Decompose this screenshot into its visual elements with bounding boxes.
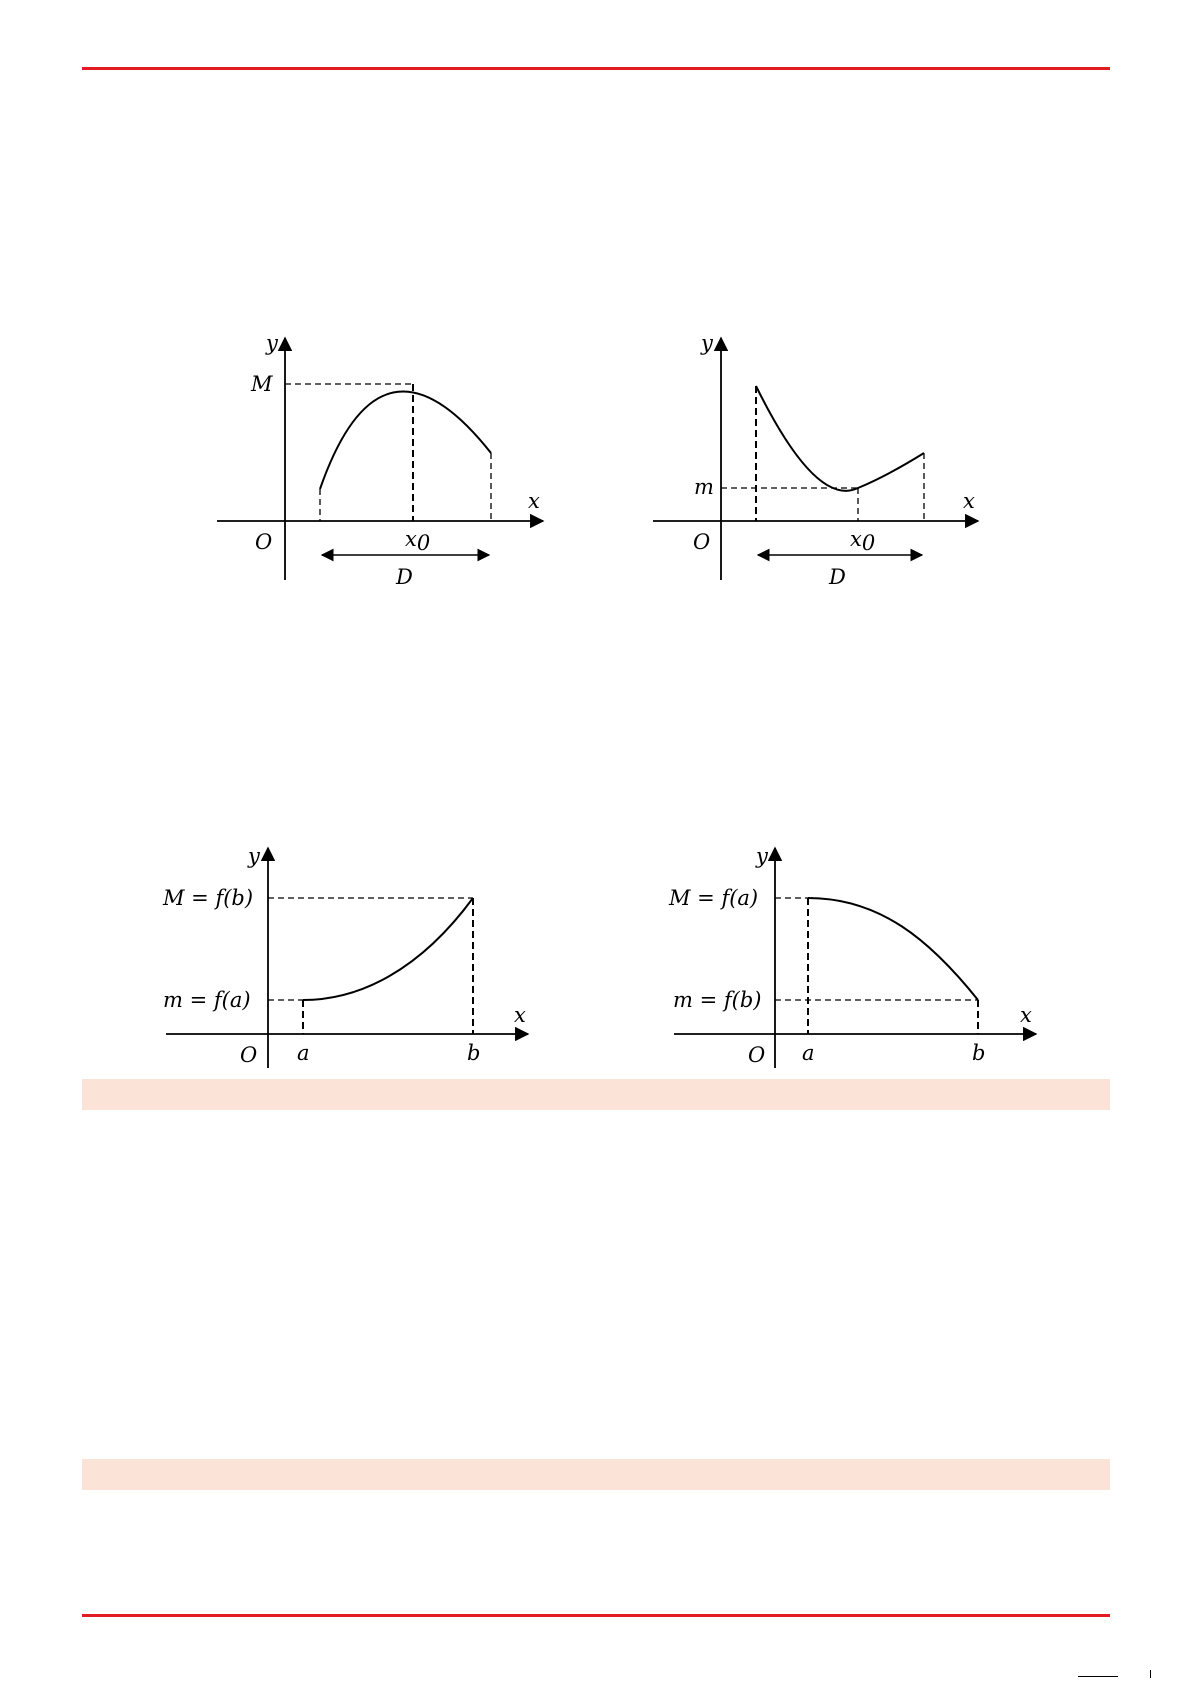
header-rule xyxy=(82,67,1110,70)
b-label: b xyxy=(467,1041,481,1065)
figure-minimum xyxy=(640,325,1000,595)
D-label: D xyxy=(829,565,846,589)
x-label: x xyxy=(1020,1003,1032,1027)
section-band-2 xyxy=(82,1459,1110,1490)
function-curve xyxy=(303,898,473,1000)
m-label: m = f(b) xyxy=(673,988,762,1012)
x0-label: x0 xyxy=(405,527,431,555)
M-label: M = f(a) xyxy=(669,886,759,910)
a-label: a xyxy=(297,1041,310,1065)
x0-label: x0 xyxy=(850,527,876,555)
O-label: O xyxy=(255,530,273,554)
a-label: a xyxy=(802,1041,815,1065)
O-label: O xyxy=(748,1043,766,1067)
m-label: m = f(a) xyxy=(163,988,251,1012)
y-label: y xyxy=(756,844,768,868)
m-label: m xyxy=(694,475,714,499)
y-label: y xyxy=(701,331,713,355)
M-label: M xyxy=(251,372,273,396)
function-curve xyxy=(756,386,924,491)
O-label: O xyxy=(693,530,711,554)
footer-tick xyxy=(1078,1676,1118,1677)
figure-decreasing xyxy=(665,838,1040,1073)
O-label: O xyxy=(240,1043,258,1067)
function-curve xyxy=(808,898,978,1000)
section-band-1 xyxy=(82,1079,1110,1110)
M-label: M = f(b) xyxy=(163,886,254,910)
function-curve xyxy=(320,391,491,489)
x-label: x xyxy=(963,489,975,513)
x-label: x xyxy=(514,1003,526,1027)
y-label: y xyxy=(266,331,278,355)
y-label: y xyxy=(248,844,260,868)
footer-rule xyxy=(82,1614,1110,1617)
figure-maximum xyxy=(205,325,555,595)
b-label: b xyxy=(972,1041,986,1065)
x-label: x xyxy=(528,489,540,513)
D-label: D xyxy=(396,565,413,589)
footer-mark xyxy=(1150,1670,1151,1678)
figure-increasing xyxy=(155,838,540,1073)
